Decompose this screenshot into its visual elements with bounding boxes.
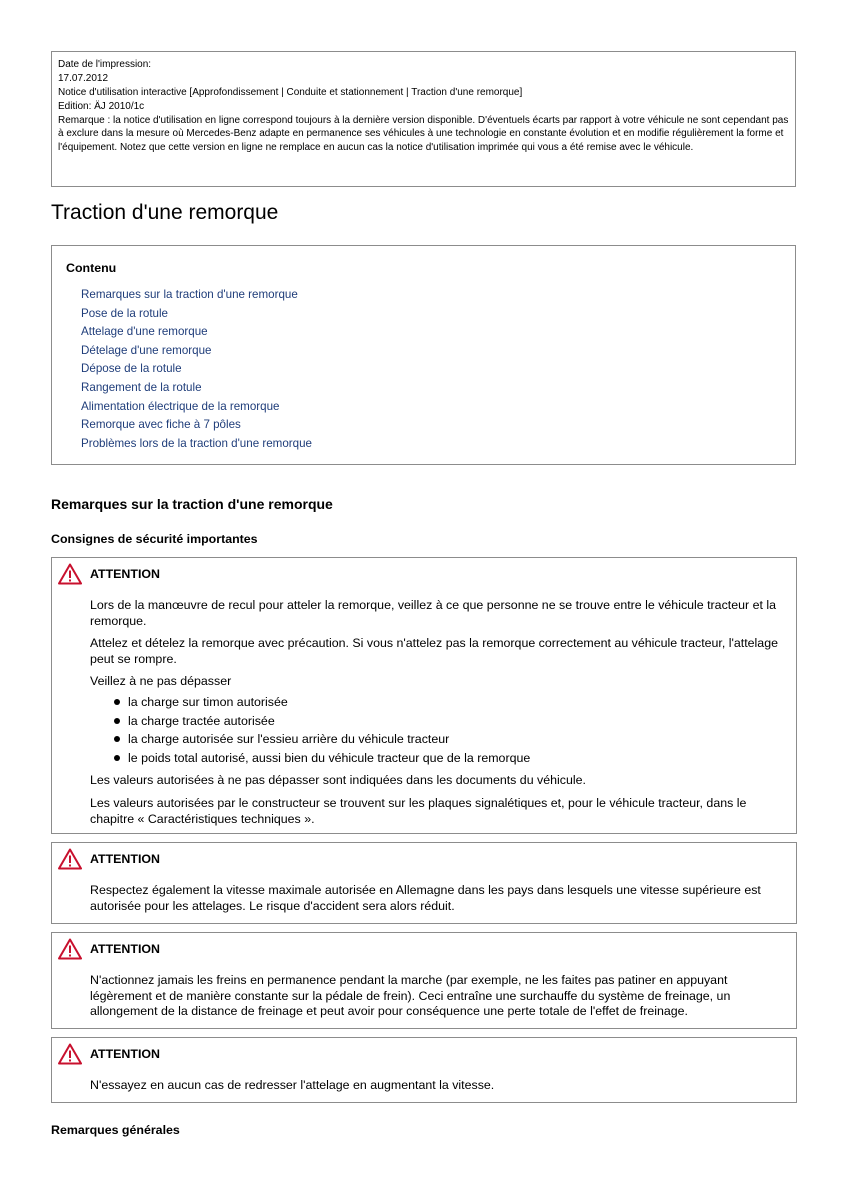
page-title: Traction d'une remorque [51, 201, 279, 224]
toc-heading: Contenu [66, 261, 117, 275]
warning-paragraph: Lors de la manœuvre de recul pour atteler la remorque, veillez à ce que personne ne se trouve entre le véhicule tracteur et la remorque. [90, 598, 776, 628]
toc-link[interactable]: Dételage d'une remorque [81, 343, 212, 357]
toc-link[interactable]: Rangement de la rotule [81, 380, 202, 394]
bullet-item: la charge autorisée sur l'essieu arrière du véhicule tracteur [114, 730, 786, 749]
bullet-list [90, 693, 786, 767]
toc-link[interactable]: Remarques sur la traction d'une remorque [81, 288, 298, 301]
warning-box [51, 842, 797, 924]
warning-text [90, 598, 786, 834]
toc-link[interactable]: Dépose de la rotule [81, 362, 182, 376]
warning-paragraph: Les valeurs autorisées par le constructeur se trouvent sur les plaques signalétiques et, pour le véhicule tracteur, dans le chapitre « Caractéristiques techniques ». [90, 795, 747, 826]
subsection-title-general: Remarques générales [51, 1123, 180, 1137]
toc-link[interactable]: Pose de la rotule [81, 306, 169, 320]
toc-list [81, 286, 312, 453]
warning-triangle-icon [58, 1043, 82, 1065]
bullet-item: la charge sur timon autorisée [114, 693, 786, 712]
warning-paragraph: Attelez et dételez la remorque avec précaution. Si vous n'attelez pas la remorque correctement au véhicule tracteur, l'attelage peut se rompre. [90, 636, 778, 666]
warning-text [90, 973, 786, 1027]
warning-label: ATTENTION [90, 852, 160, 866]
warning-box [51, 1037, 797, 1103]
print-date-label: Date de l'impression: [58, 59, 152, 70]
warning-label: ATTENTION [90, 567, 160, 581]
bullet-item: la charge tractée autorisée [114, 712, 786, 731]
warning-text [90, 883, 786, 921]
warning-paragraph: Veillez à ne pas dépasser [90, 674, 232, 689]
toc-link[interactable]: Problèmes lors de la traction d'une remorque [81, 436, 312, 450]
print-info-box [51, 51, 796, 187]
warning-label: ATTENTION [90, 1047, 160, 1061]
warning-box [51, 932, 797, 1029]
print-date: 17.07.2012 [58, 73, 109, 84]
toc-link[interactable]: Remorque avec fiche à 7 pôles [81, 418, 241, 432]
warning-paragraph: N'essayez en aucun cas de redresser l'attelage en augmentant la vitesse. [90, 1078, 495, 1092]
warning-triangle-icon [58, 938, 82, 960]
edition: Edition: ÄJ 2010/1c [58, 101, 145, 112]
warning-triangle-icon [58, 563, 82, 585]
warning-box [51, 557, 797, 834]
bullet-item: le poids total autorisé, aussi bien du véhicule tracteur que de la remorque [114, 749, 786, 768]
toc-link[interactable]: Alimentation électrique de la remorque [81, 399, 280, 413]
section-title: Remarques sur la traction d'une remorque [51, 496, 333, 512]
warning-label: ATTENTION [90, 942, 160, 956]
table-of-contents [51, 245, 796, 465]
disclaimer-note: Remarque : la notice d'utilisation en ligne correspond toujours à la dernière version disponible. D'éventuels écarts par rapport à votre véhicule ne sont cependant pas à exclure dans la mesure où Mercedes-Benz adapte en permanence ses véhicules à une technologie en constante évolution et en modifie régulièrement la forme et l'équipement. Notez que cette version en ligne ne remplace en aucun cas la notice d'utilisation imprimée qui vous a été remise avec le véhicule. [58, 115, 789, 153]
warning-paragraph: Respectez également la vitesse maximale autorisée en Allemagne dans les pays dans lesquels une vitesse supérieure est autorisée pour les attelages. Le risque d'accident sera alors réduit. [90, 883, 761, 913]
warning-triangle-icon [58, 848, 82, 870]
warning-paragraph: Les valeurs autorisées à ne pas dépasser sont indiquées dans les documents du véhicule. [90, 773, 586, 788]
toc-link[interactable]: Attelage d'une remorque [81, 325, 208, 339]
breadcrumb: Notice d'utilisation interactive [Approfondissement | Conduite et stationnement | Traction d'une remorque] [58, 87, 523, 98]
warning-paragraph: N'actionnez jamais les freins en permanence pendant la marche (par exemple, ne les faites pas patiner en appuyant légèrement et de manière constante sur la pédale de frein). Ceci entraîne une surchauffe du système de freinage, un allongement de la distance de freinage et peut avoir pour conséquence une perte totale de l'effet de freinage. [90, 973, 731, 1019]
warning-text [90, 1078, 786, 1101]
subsection-title-safety: Consignes de sécurité importantes [51, 532, 258, 546]
